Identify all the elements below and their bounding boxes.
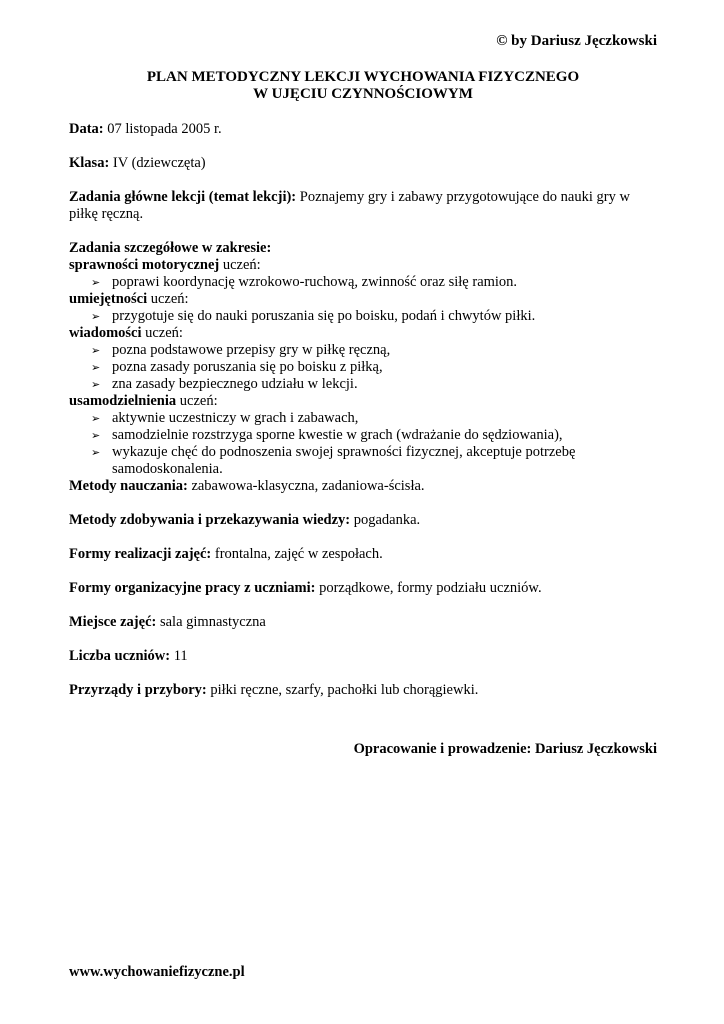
main-tasks-field <box>69 189 644 223</box>
section-label: wiadomości <box>69 325 142 341</box>
document-page <box>69 0 657 1024</box>
section-abilities <box>69 291 644 308</box>
section-suffix: uczeń: <box>179 393 218 409</box>
location-field: Miejsce zajęć: sala gimnastyczna <box>69 614 266 630</box>
arrow-bullet-icon: ➢ <box>91 412 101 425</box>
detailed-tasks-heading: Zadania szczegółowe w zakresie: <box>69 240 272 256</box>
list-item: ➢ zna zasady bezpiecznego udziału w lekcji. <box>91 376 358 392</box>
author-signature: Opracowanie i prowadzenie: Dariusz Jęczkowski <box>353 741 657 757</box>
title-line-2: W UJĘCIU CZYNNOŚCIOWYM <box>253 86 473 102</box>
title-line-1: PLAN METODYCZNY LEKCJI WYCHOWANIA FIZYCZNEGO <box>146 69 580 85</box>
document-title <box>69 69 657 103</box>
section-suffix: uczeń: <box>145 325 183 341</box>
bullet-list <box>69 274 644 291</box>
bullet-list <box>69 308 644 325</box>
list-item: ➢ pozna zasady poruszania się po boisku z piłką, <box>91 359 383 375</box>
section-suffix: uczeń: <box>150 291 189 307</box>
class-value: IV (dziewczęta) <box>112 155 206 171</box>
arrow-bullet-icon: ➢ <box>91 446 101 459</box>
teaching-methods-field: Metody nauczania: zabawowa-klasyczna, zadaniowa-ścisła. <box>69 478 425 494</box>
bullet-list <box>69 410 644 478</box>
date-field <box>69 121 644 138</box>
document-body <box>69 121 644 699</box>
main-tasks-label: Zadania główne lekcji (temat lekcji): <box>69 189 297 205</box>
class-field <box>69 155 644 172</box>
arrow-bullet-icon: ➢ <box>91 378 101 391</box>
organization-forms-field: Formy organizacyjne pracy z uczniami: porządkowe, formy podziału uczniów. <box>69 580 542 596</box>
section-independence <box>69 393 644 410</box>
list-item: ➢ samodzielnie rozstrzyga sporne kwestie w grach (wdrażanie do sędziowania), <box>91 427 563 443</box>
copyright-notice: © by Dariusz Jęczkowski <box>496 33 657 49</box>
bullet-list <box>69 342 644 393</box>
section-label: usamodzielnienia <box>69 393 177 409</box>
list-item: ➢ wykazuje chęć do podnoszenia swojej sprawności fizycznej, akceptuje potrzebę samodoskonalenia. <box>91 444 576 477</box>
section-label: umiejętności <box>69 291 148 307</box>
section-label: sprawności motorycznej <box>69 257 220 273</box>
equipment-field: Przyrządy i przybory: piłki ręczne, szarfy, pachołki lub chorągiewki. <box>69 682 479 698</box>
list-item: ➢ przygotuje się do nauki poruszania się po boisku, podań i chwytów piłki. <box>91 308 536 324</box>
date-value: 07 listopada 2005 r. <box>107 121 222 137</box>
section-suffix: uczeń: <box>222 257 261 273</box>
section-motor-skills <box>69 257 644 274</box>
class-forms-field: Formy realizacji zajęć: frontalna, zajęć w zespołach. <box>69 546 383 562</box>
list-item: ➢ aktywnie uczestniczy w grach i zabawach, <box>91 410 359 426</box>
arrow-bullet-icon: ➢ <box>91 344 101 357</box>
list-item: ➢ pozna podstawowe przepisy gry w piłkę ręczną, <box>91 342 391 358</box>
class-label: Klasa: <box>69 155 110 171</box>
main-tasks-value: Poznajemy gry i zabawy przygotowujące do nauki gry w piłkę ręczną. <box>69 189 630 222</box>
section-knowledge <box>69 325 644 342</box>
arrow-bullet-icon: ➢ <box>91 310 101 323</box>
student-count-field: Liczba uczniów: 11 <box>69 648 188 664</box>
arrow-bullet-icon: ➢ <box>91 429 101 442</box>
arrow-bullet-icon: ➢ <box>91 361 101 374</box>
list-item: ➢ poprawi koordynację wzrokowo-ruchową, zwinność oraz siłę ramion. <box>91 274 518 290</box>
knowledge-methods-field: Metody zdobywania i przekazywania wiedzy: pogadanka. <box>69 512 421 528</box>
arrow-bullet-icon: ➢ <box>91 276 101 289</box>
date-label: Data: <box>69 121 104 137</box>
footer-website: www.wychowaniefizyczne.pl <box>69 964 245 980</box>
